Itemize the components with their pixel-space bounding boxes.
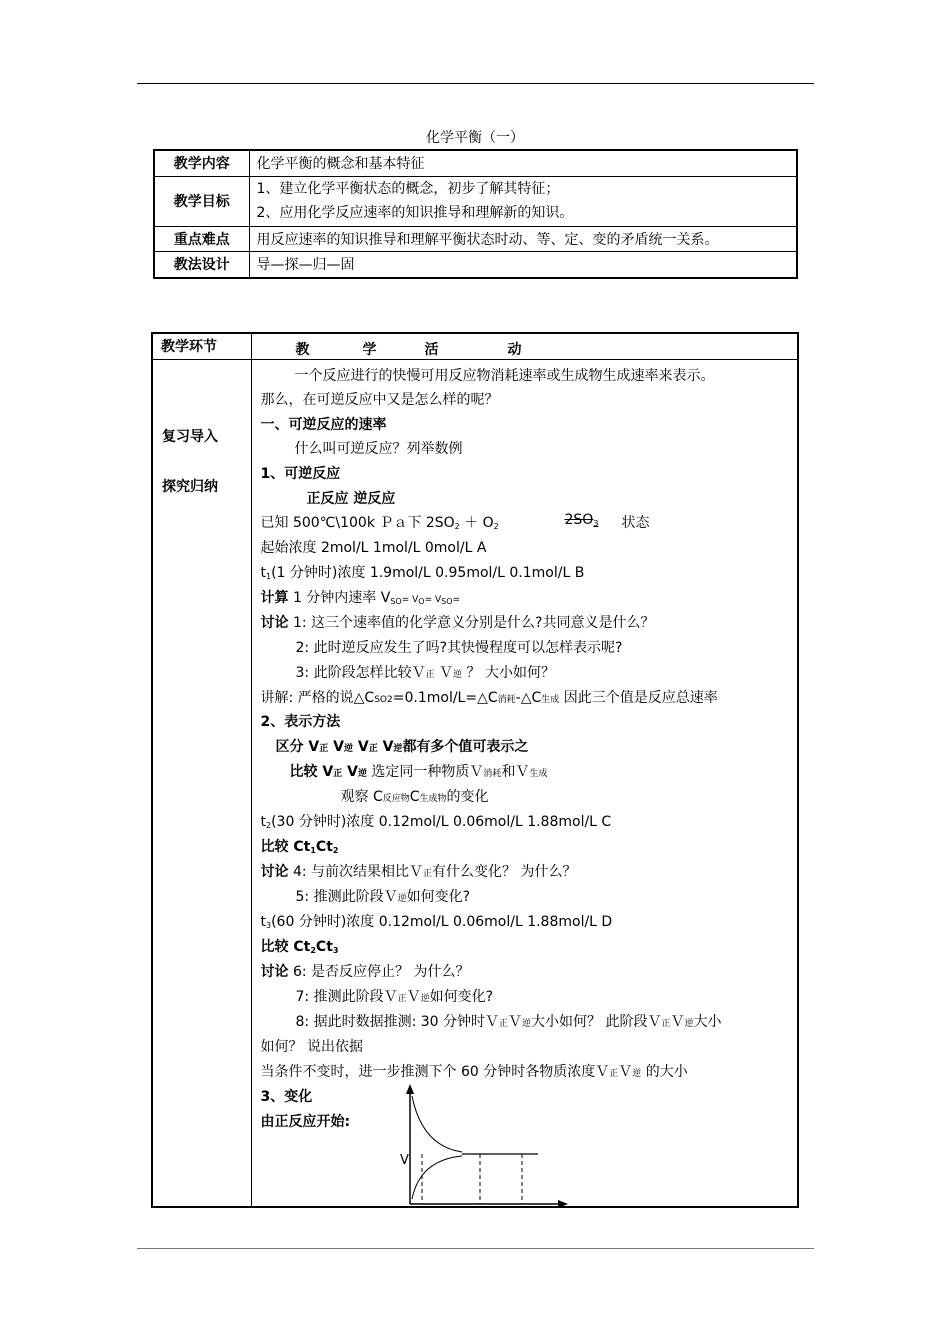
graph-y-arrow	[406, 1084, 414, 1094]
info-value-goal	[249, 176, 797, 226]
goal-line-2: 2、应用化学反应速率的知识推导和理解新的知识。	[256, 205, 574, 221]
discussion-line: 讨论 1: 这三个速率值的化学意义分别是什么?共同意义是什么？	[260, 614, 655, 631]
activity-side-cell	[152, 359, 251, 1207]
graph-forward-curve	[412, 1096, 462, 1152]
text-line: 由正反应开始:	[260, 1113, 351, 1130]
rate-calc-line: 计算 1 分钟内速率 $V_{SO}= V_O= V_{SO}=$	[260, 589, 461, 606]
subsection-heading: 1、可逆反应	[260, 465, 341, 482]
activity-header-cols	[251, 333, 798, 359]
discussion-line: 5: 推测此阶段Ｖ逆如何变化?	[295, 888, 471, 905]
concentration-line-b: $t_1(1$ 分钟时)浓度 1.9mol/L 0.95mol/L 0.1mol/L B	[260, 564, 585, 581]
observe-line: 观察 C反应物C生成物的变化	[340, 788, 489, 805]
graph-reverse-curve	[412, 1156, 462, 1199]
section-heading: 一、可逆反应的速率	[260, 416, 387, 433]
reaction-line: 已知 500℃\100k Ｐａ下 $2SO_2 + O_2$	[260, 514, 499, 531]
footer-rule	[137, 1248, 814, 1249]
rate-time-graph	[400, 1084, 570, 1208]
discussion-line: 3: 此阶段怎样比较Ｖ正 Ｖ逆 ？ 大小如何？	[295, 664, 555, 681]
document-title: 化学平衡（一）	[426, 130, 524, 146]
discussion-line: 2: 此时逆反应发生了吗?其快慢程度可以怎样表示呢?	[295, 639, 623, 656]
text-line: 那么，在可逆反应中又是怎么样的呢？	[260, 391, 499, 408]
info-key-content: 教学内容	[154, 150, 249, 176]
lesson-info-table	[153, 149, 798, 279]
text-line: 当条件不变时，进一步推测下个 60 分钟时各物质浓度Ｖ正Ｖ逆 的大小	[260, 1063, 688, 1080]
goal-line-1: 1、建立化学平衡状态的概念，初步了解其特征；	[256, 181, 560, 197]
text-line: 什么叫可逆反应？列举数例	[294, 440, 463, 457]
discussion-line: 8: 据此时数据推测: 30 分钟时Ｖ正Ｖ逆大小如何？ 此阶段Ｖ正Ｖ逆大小	[295, 1013, 722, 1030]
activity-col-1: 教	[295, 342, 310, 358]
text-line: 如何？ 说出依据	[260, 1038, 363, 1055]
graph-x-arrow	[558, 1200, 568, 1208]
subsection-heading: 2、表示方法	[260, 713, 341, 730]
side-label-explore: 探究归纳	[162, 478, 218, 495]
activity-header-key: 教学环节	[152, 333, 251, 359]
info-value-content: 化学平衡的概念和基本特征	[249, 150, 797, 176]
distinguish-line: 区分 V正 V逆 V正 V逆都有多个值可表示之	[275, 738, 529, 755]
info-key-difficulty: 重点难点	[154, 226, 249, 251]
discussion-line: 讨论 4: 与前次结果相比Ｖ正有什么变化？ 为什么？	[260, 863, 577, 880]
activity-content-cell	[251, 359, 798, 1207]
activity-col-2: 学	[362, 342, 377, 358]
activity-col-3: 活	[424, 342, 439, 358]
discussion-line: 讨论 6: 是否反应停止？ 为什么？	[260, 963, 470, 980]
concentration-line-a: 起始浓度 2mol/L 1mol/L 0mol/L A	[260, 539, 487, 556]
compare-heading: 比较 $Ct_1Ct_2$	[260, 838, 339, 855]
side-label-review: 复习导入	[162, 428, 218, 445]
info-key-goal: 教学目标	[154, 176, 249, 226]
info-key-method: 教法设计	[154, 251, 249, 278]
text-line: 正反应 逆反应	[306, 490, 396, 507]
subsection-heading: 3、变化	[260, 1088, 313, 1105]
compare-line: 比较 V正 V逆 选定同一种物质Ｖ消耗和Ｖ生成	[289, 763, 548, 780]
info-value-difficulty: 用反应速率的知识推导和理解平衡状态时动、等、定、变的矛盾统一关系。	[249, 226, 797, 251]
graph-y-label: V	[399, 1152, 409, 1168]
concentration-line-c: $t_2(30$ 分钟时)浓度 0.12mol/L 0.06mol/L 1.88mol/L C	[260, 813, 612, 830]
explanation-line: 讲解: 严格的说△CSO2=0.1mol/L=△C消耗-△C生成 因此三个值是反应总速率	[260, 689, 718, 706]
text-line: 状态	[621, 514, 650, 531]
header-rule	[137, 83, 814, 84]
info-value-method: 导—探—归—固	[249, 251, 797, 278]
reaction-product: $2SO_3$	[564, 511, 599, 528]
text-line: 一个反应进行的快慢可用反应物消耗速率或生成物生成速率来表示。	[294, 367, 715, 384]
compare-heading: 比较 $Ct_2Ct_3$	[260, 938, 339, 955]
discussion-line: 7: 推测此阶段Ｖ正Ｖ逆如何变化?	[295, 988, 494, 1005]
activity-col-4: 动	[507, 342, 522, 358]
activity-table	[151, 332, 799, 1208]
concentration-line-d: $t_3(60$ 分钟时)浓度 0.12mol/L 0.06mol/L 1.88mol/L D	[260, 913, 613, 930]
